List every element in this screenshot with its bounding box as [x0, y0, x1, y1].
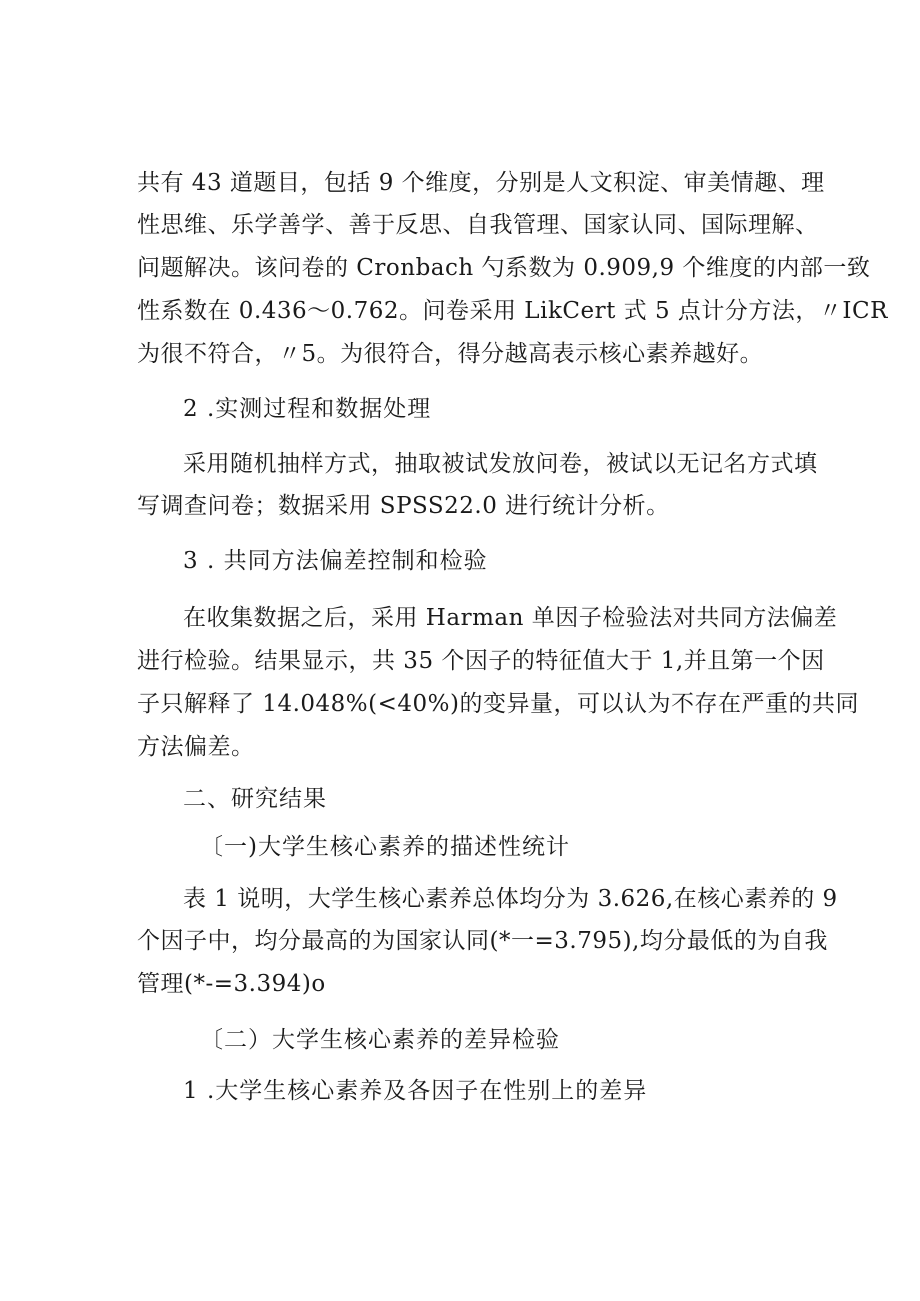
text-line: 管理(*-=3.394)o	[137, 971, 326, 997]
text-line: 方法偏差。	[137, 734, 255, 760]
text-line: 进行检验。结果显示，共 35 个因子的特征值大于 1,并且第一个因	[137, 648, 825, 674]
subsection-heading: 〔一)大学生核心素养的描述性统计	[200, 834, 570, 860]
text-line: 个因子中，均分最高的为国家认同(*一=3.795),均分最低的为自我	[137, 928, 828, 954]
text-line: 性思维、乐学善学、善于反思、自我管理、国家认同、国际理解、	[137, 212, 819, 238]
text-line: 共有 43 道题目，包括 9 个维度，分别是人文积淀、审美情趣、理	[137, 170, 825, 196]
text-line: 为很不符合，〃5。为很符合，得分越高表示核心素养越好。	[137, 341, 764, 367]
text-line: 采用随机抽样方式，抽取被试发放问卷，被试以无记名方式填	[183, 451, 818, 477]
text-line: 在收集数据之后，采用 Harman 单因子检验法对共同方法偏差	[183, 605, 838, 631]
subsection-heading: 〔二）大学生核心素养的差异检验	[200, 1027, 560, 1053]
text-line: 写调查问卷；数据采用 SPSS22.0 进行统计分析。	[137, 493, 670, 519]
text-line: 表 1 说明，大学生核心素养总体均分为 3.626,在核心素养的 9	[183, 886, 838, 912]
text-line: 子只解释了 14.048%(<40%)的变异量，可以认为不存在严重的共同	[137, 691, 859, 717]
section-heading: 二、研究结果	[183, 786, 327, 812]
section-heading: 2 .实测过程和数据处理	[183, 396, 432, 422]
text-line: 性系数在 0.436～0.762。问卷采用 LikCert 式 5 点计分方法，〃ICR	[137, 298, 888, 324]
section-heading: 3 . 共同方法偏差控制和检验	[183, 548, 488, 574]
section-heading: 1 .大学生核心素养及各因子在性别上的差异	[183, 1078, 648, 1104]
text-line: 问题解决。该问卷的 Cronbach 勺系数为 0.909,9 个维度的内部一致	[137, 255, 871, 281]
